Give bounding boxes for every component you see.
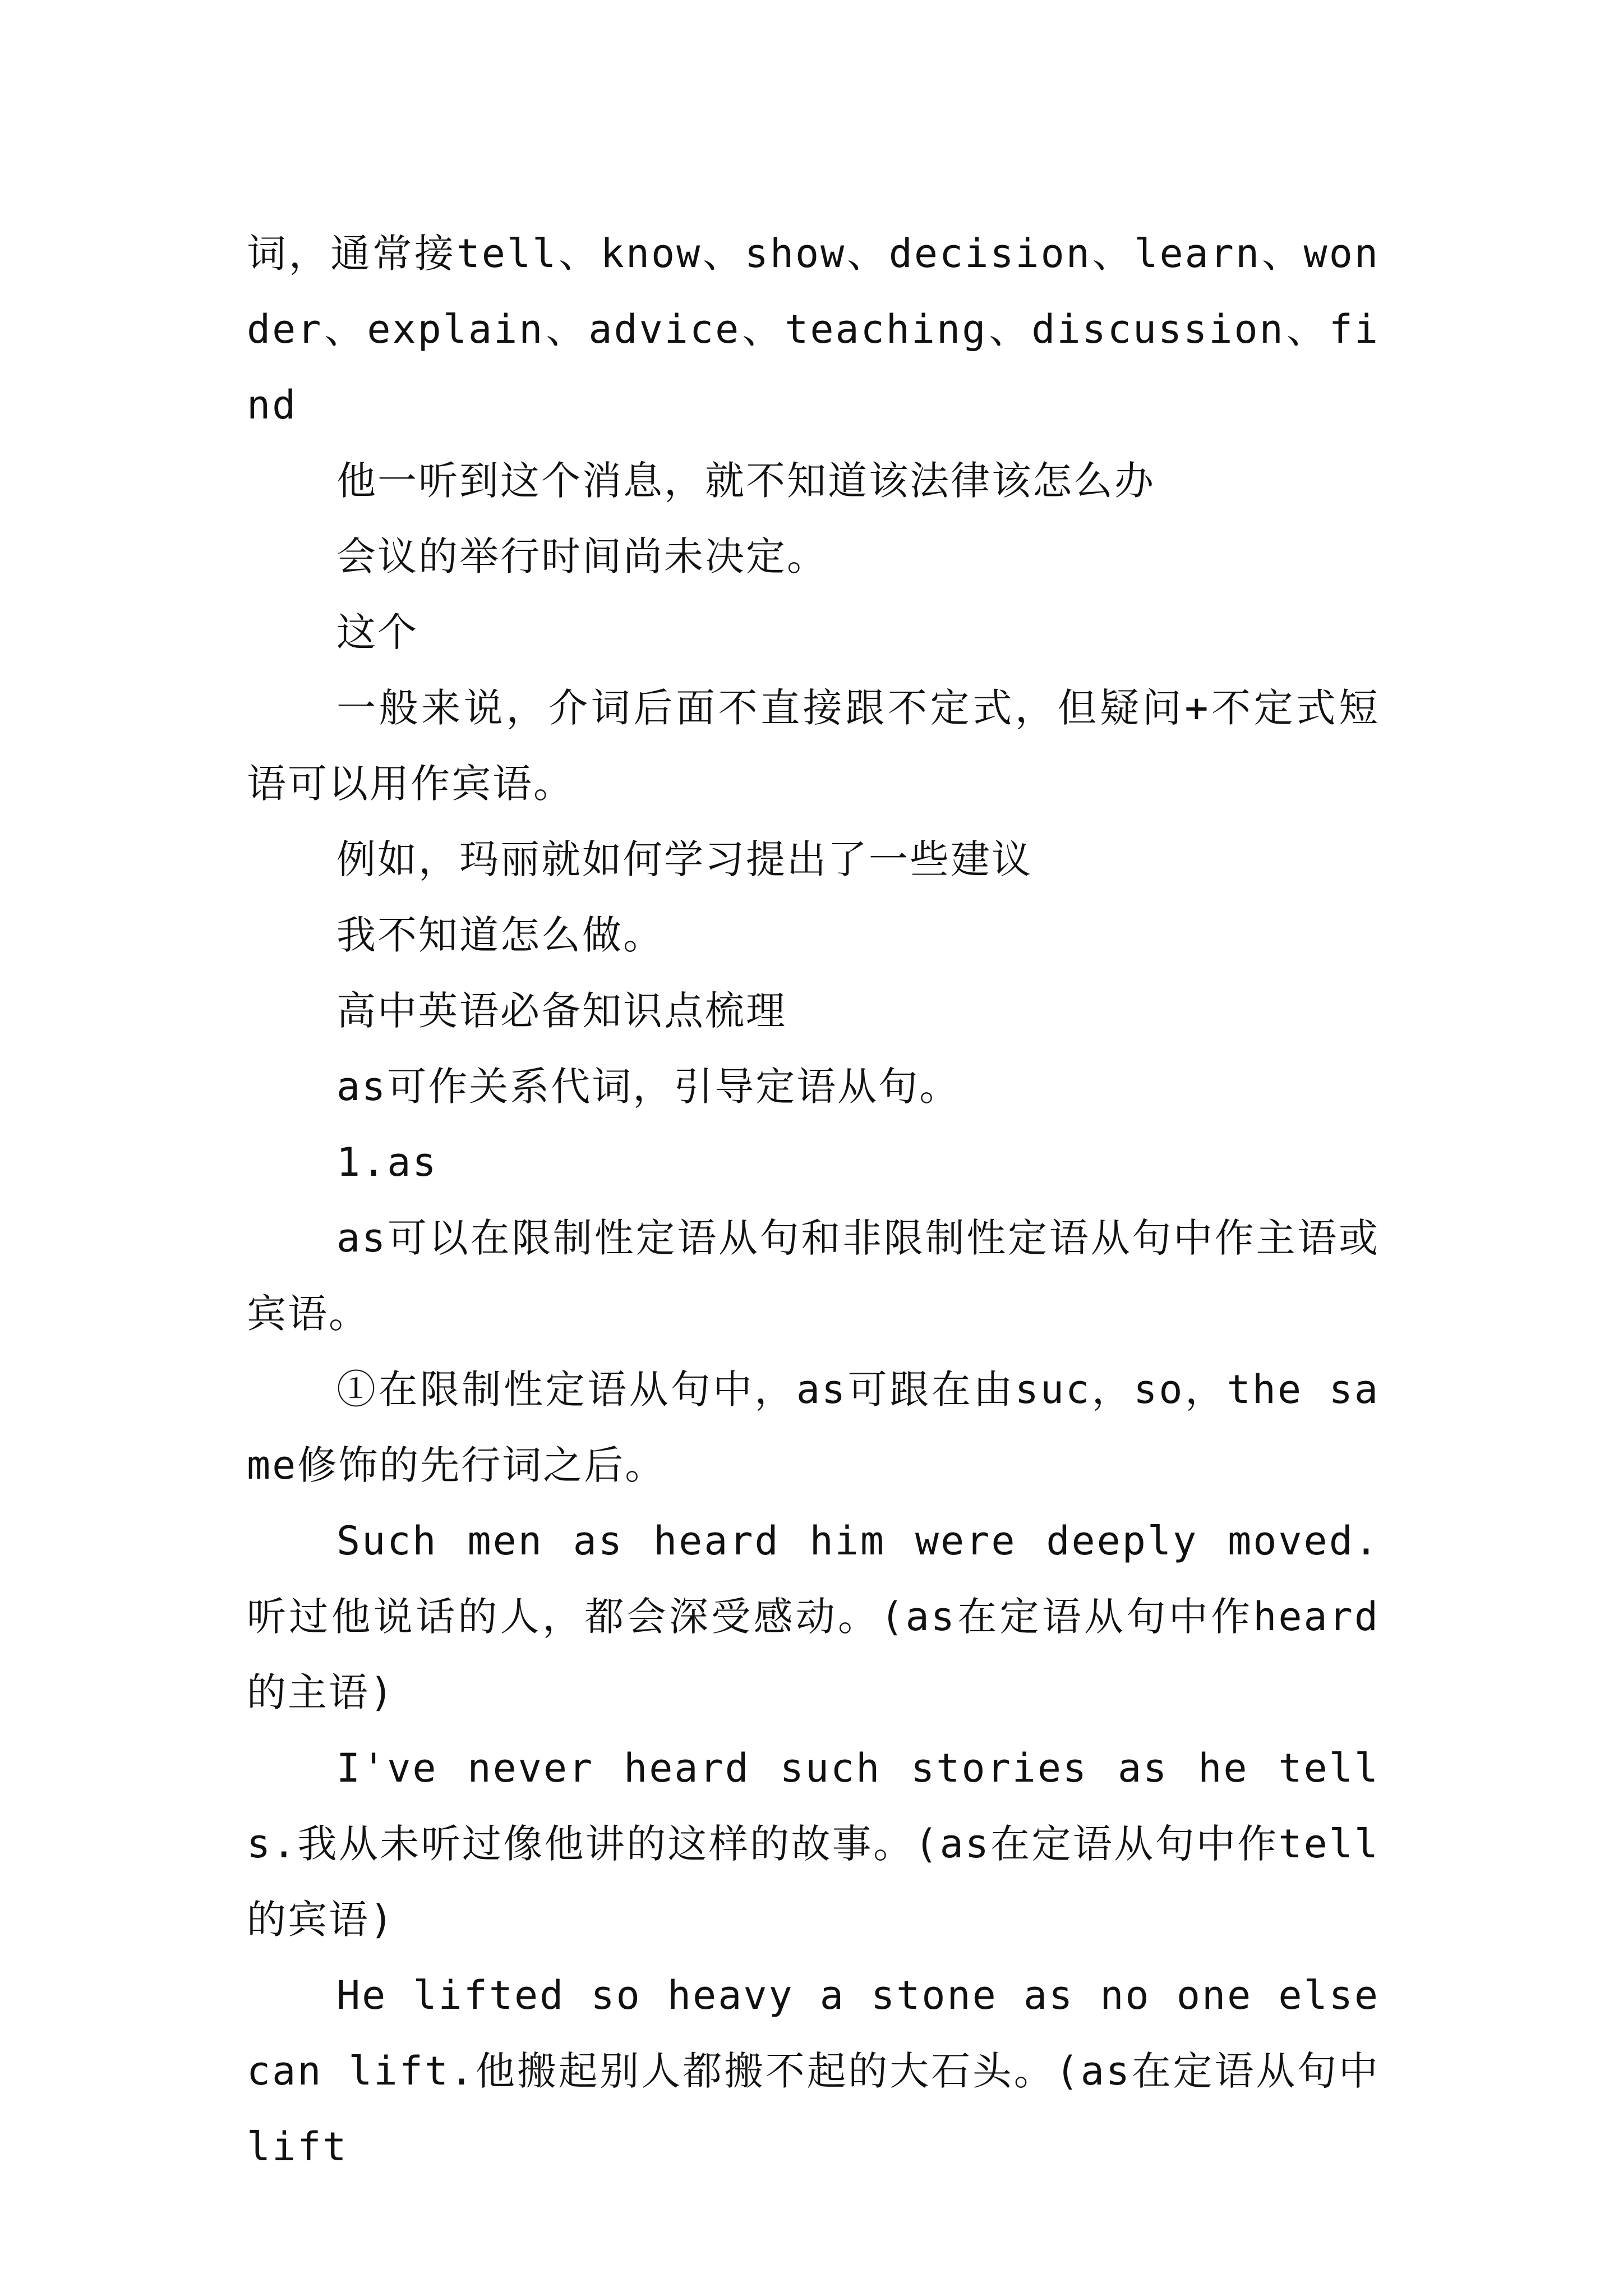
paragraph: 会议的举行时间尚未决定。 (336, 533, 828, 579)
paragraph: 高中英语必备知识点梳理 (336, 988, 787, 1034)
paragraph: 1.as (336, 1139, 438, 1185)
paragraph: as可作关系代词，引导定语从句。 (336, 1064, 961, 1110)
paragraph: Such men as heard him were deeply moved.听过他说话的人，都会深受感动。(as在定语从句中作heard的主语) (247, 1518, 1380, 1715)
paragraph: 一般来说，介词后面不直接跟不定式，但疑问+不定式短语可以用作宾语。 (247, 685, 1380, 807)
paragraph: as可以在限制性定语从句和非限制性定语从句中作主语或宾语。 (247, 1215, 1380, 1337)
paragraph: 例如，玛丽就如何学习提出了一些建议 (336, 836, 1032, 882)
document-body (247, 216, 1380, 2185)
paragraph: He lifted so heavy a stone as no one else can lift.他搬起别人都搬不起的大石头。(as在定语从句中lift (247, 1972, 1380, 2170)
paragraph: 词，通常接tell、know、show、decision、learn、wonder、explain、advice、teaching、discussion、find (247, 231, 1380, 428)
paragraph: 他一听到这个消息，就不知道该法律该怎么办 (336, 458, 1155, 504)
paragraph: 我不知道怎么做。 (336, 912, 664, 958)
paragraph: 这个 (336, 609, 418, 655)
paragraph: ①在限制性定语从句中，as可跟在由suc，so，the same修饰的先行词之后。 (247, 1366, 1380, 1488)
paragraph: I've never heard such stories as he tells.我从未听过像他讲的这样的故事。(as在定语从句中作tell的宾语) (247, 1745, 1380, 1943)
